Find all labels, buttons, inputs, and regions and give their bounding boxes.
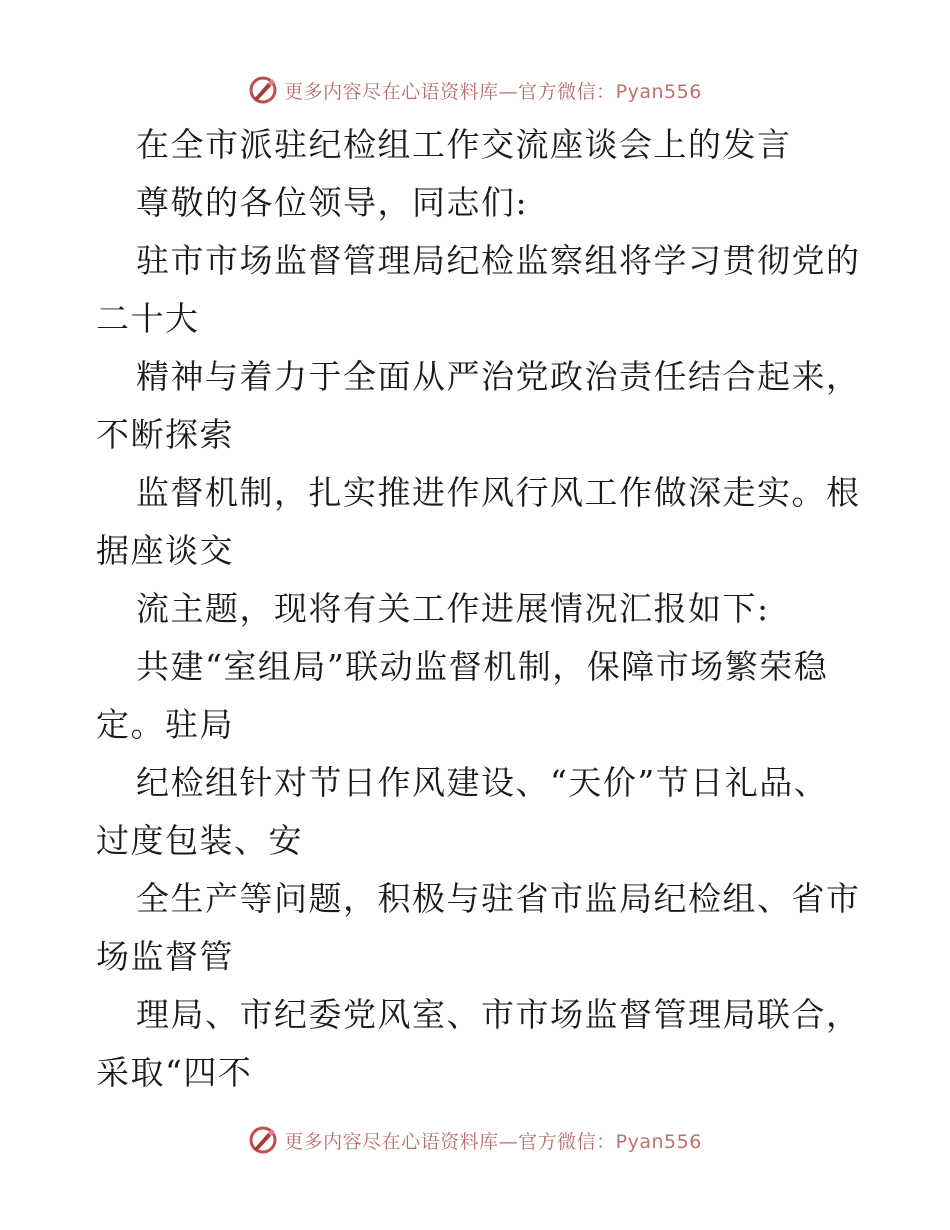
text-line: 定。驻局 xyxy=(96,705,234,744)
text-line: 据座谈交 xyxy=(96,531,234,570)
text-line: 全生产等问题，积极与驻省市监局纪检组、省市 xyxy=(136,879,861,918)
watermark-text: 更多内容尽在心语资料库—官方微信：Pyan556 xyxy=(284,1130,702,1153)
text-line: 精神与着力于全面从严治党政治责任结合起来， xyxy=(136,357,861,396)
footer-watermark xyxy=(0,1120,950,1160)
text-line: 场监督管 xyxy=(96,937,234,976)
text-line: 纪检组针对节日作风建设、“天价”节日礼品、 xyxy=(136,763,829,802)
text-line: 二十大 xyxy=(96,299,200,338)
text-line: 采取“四不 xyxy=(96,1053,253,1092)
text-line: 过度包装、安 xyxy=(96,821,303,860)
watermark-text: 更多内容尽在心语资料库—官方微信：Pyan556 xyxy=(284,80,702,103)
text-line: 在全市派驻纪检组工作交流座谈会上的发言 xyxy=(136,125,792,164)
text-line: 共建“室组局”联动监督机制，保障市场繁荣稳 xyxy=(136,647,829,686)
text-line: 尊敬的各位领导，同志们: xyxy=(136,183,529,222)
pen-logo-icon xyxy=(248,75,278,105)
pen-logo-icon xyxy=(248,1125,278,1155)
watermark-wechat-id: Pyan556 xyxy=(615,1130,702,1153)
header-watermark xyxy=(0,70,950,110)
text-line: 不断探索 xyxy=(96,415,234,454)
text-line: 流主题，现将有关工作进展情况汇报如下: xyxy=(136,589,770,628)
text-line: 理局、市纪委党风室、市市场监督管理局联合， xyxy=(136,995,861,1034)
watermark-wechat-id: Pyan556 xyxy=(615,80,702,103)
text-line: 监督机制，扎实推进作风行风工作做深走实。根 xyxy=(136,473,861,512)
text-line: 驻市市场监督管理局纪检监察组将学习贯彻党的 xyxy=(136,241,861,280)
document-body xyxy=(96,116,866,1102)
